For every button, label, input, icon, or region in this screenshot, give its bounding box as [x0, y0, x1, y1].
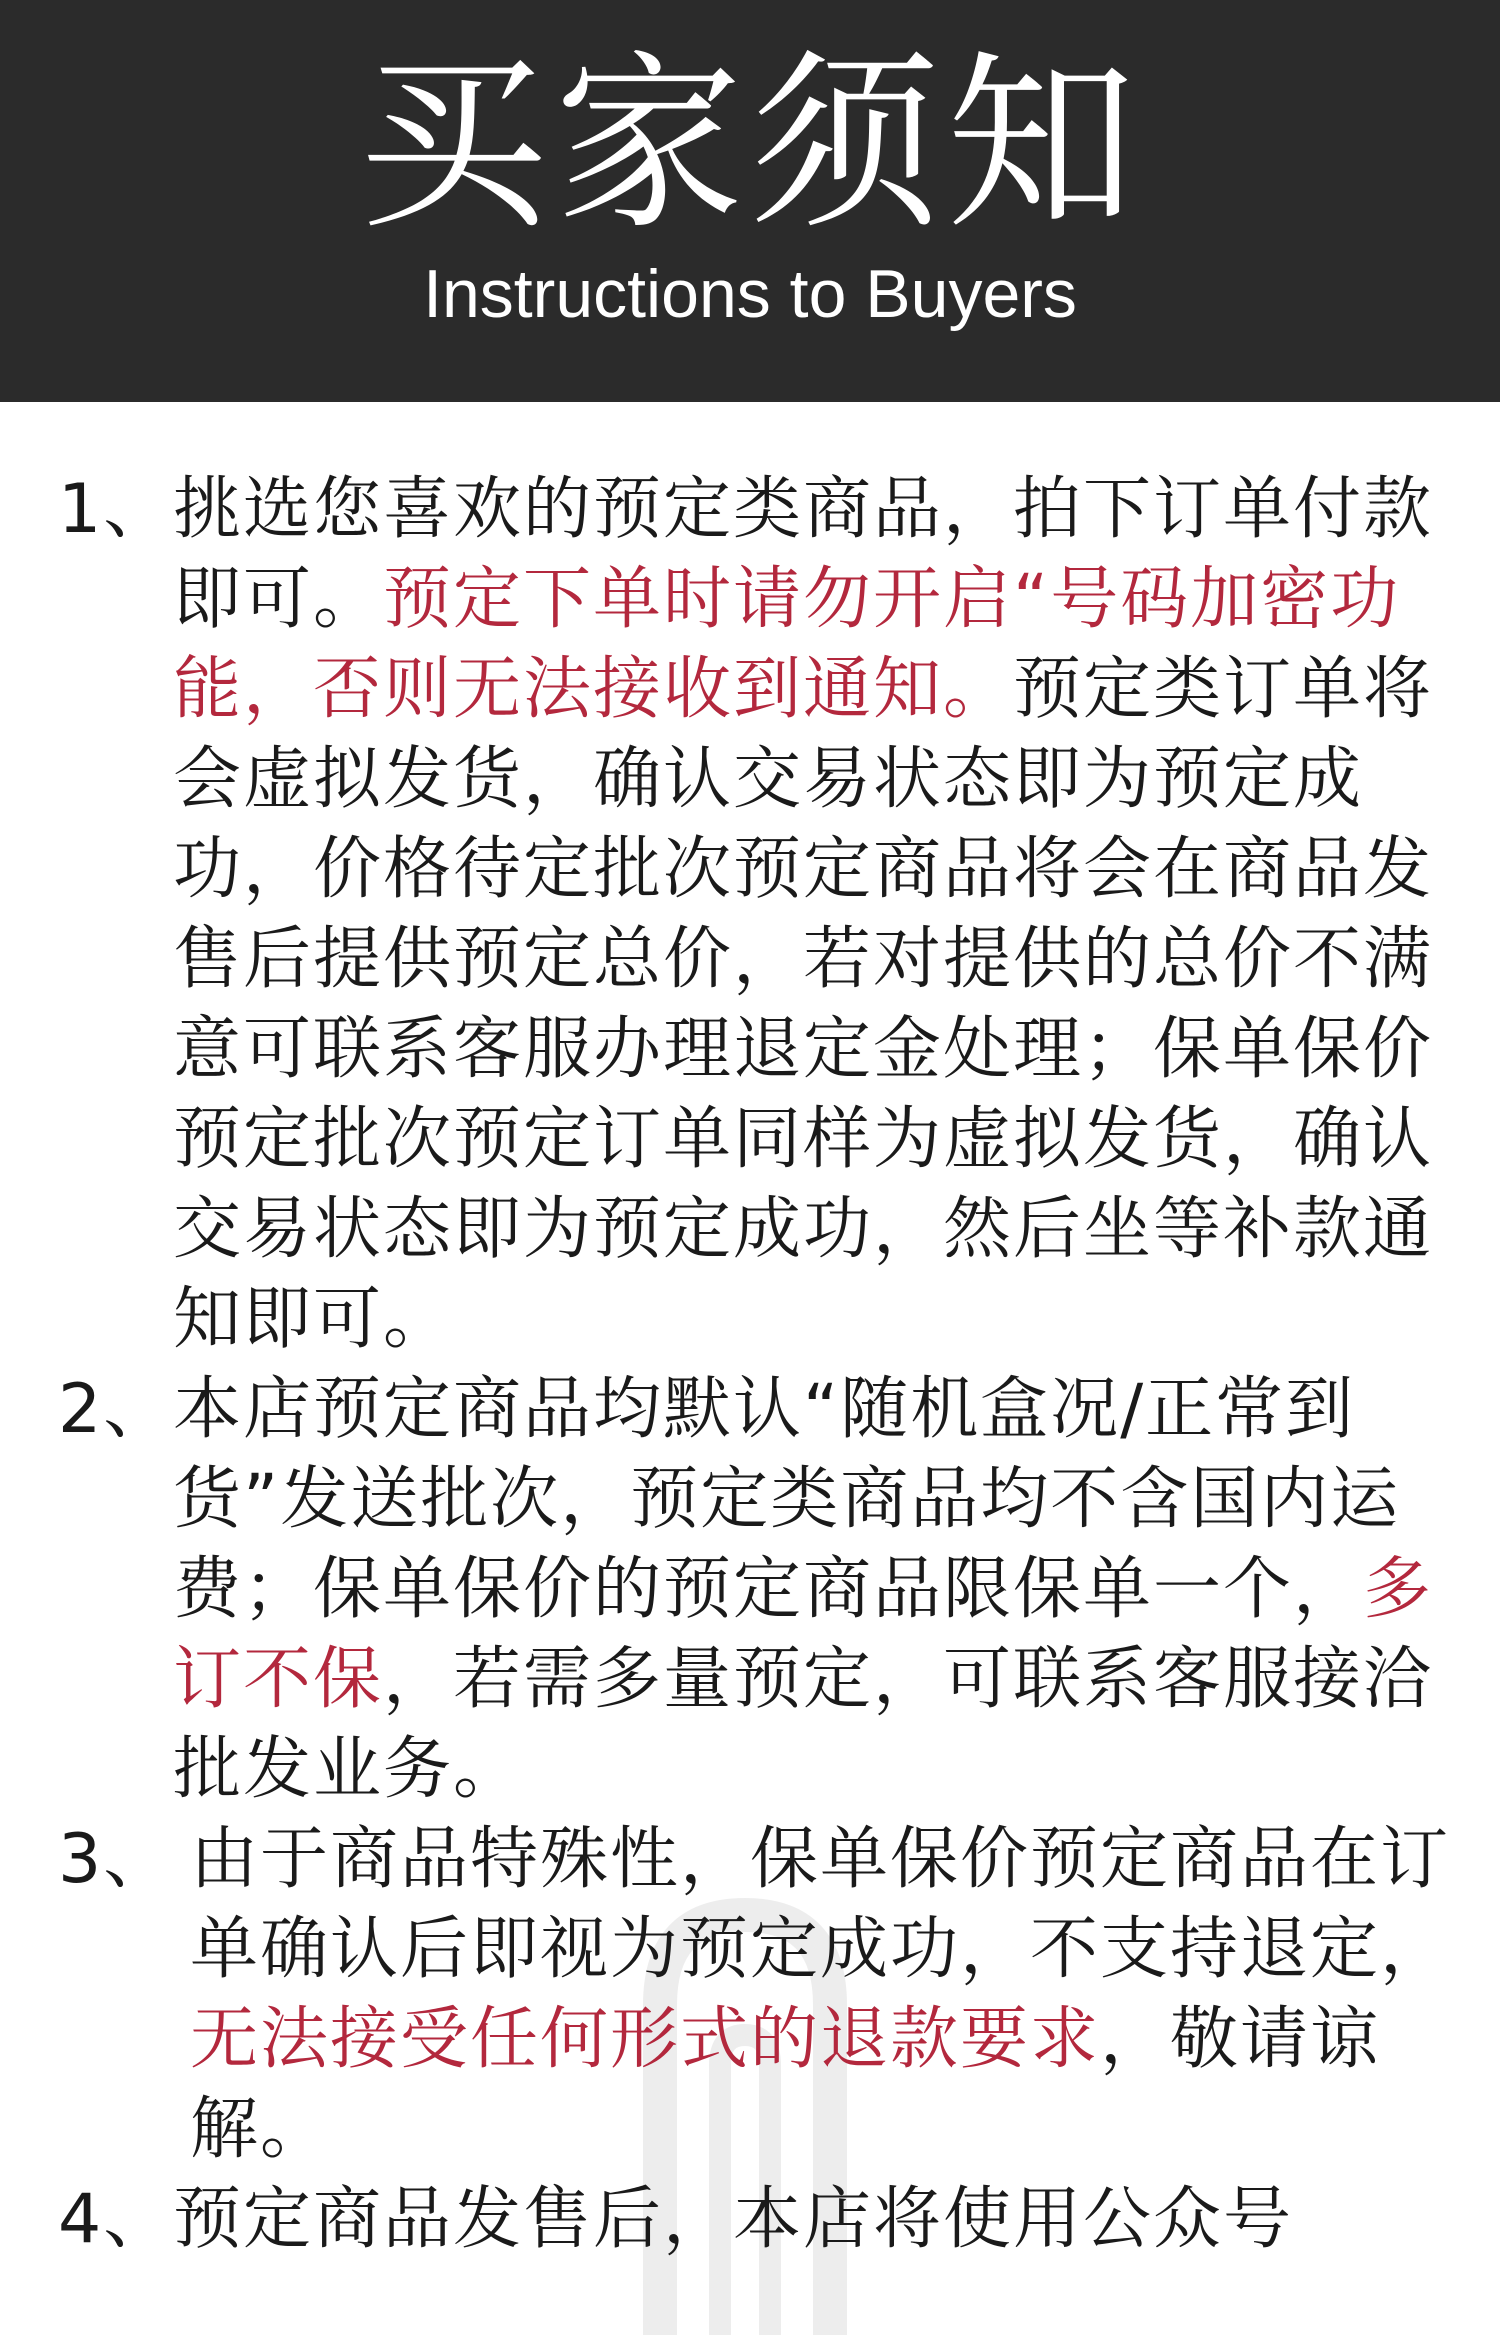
- item-text: 由于商品特殊性，保单保价预定商品在订单确认后即视为预定成功，不支持退定，: [190, 1820, 1451, 1989]
- item-number: 2、: [58, 1370, 174, 1449]
- item-text: ，若需多量预定，可联系客服接洽批发业务。: [173, 1640, 1434, 1809]
- item-text: 本店预定商品均默认“随机盒况/正常到货”发送批次，预定类商品均不含国内运费；保单保价的预定商品限保单一个，: [173, 1370, 1401, 1629]
- list-item: [58, 1815, 1458, 2175]
- item-text: 挑选您喜欢的预定类商品，拍下订单付款即可。: [173, 470, 1434, 639]
- list-item: [58, 465, 1458, 1365]
- item-number: 1、: [58, 470, 174, 549]
- item-warning-text: 多订不保: [173, 1550, 1434, 1719]
- item-warning-text: 无法接受任何形式的退款要求: [190, 2000, 1101, 2079]
- item-warning-text: 预定下单时请勿开启“号码加密功能，否则无法接收到通知。: [173, 560, 1401, 729]
- page-title: 买家须知: [357, 34, 1142, 255]
- item-text: 预定类订单将会虚拟发货，确认交易状态即为预定成功，价格待定批次预定商品将会在商品发售后提供预定总价，若对提供的总价不满意可联系客服办理退定金处理；保单保价预定批次预定订单同样为虚拟发货，确认交易状态即为预定成功，然后坐等补款通知即可。: [173, 650, 1434, 1359]
- item-text: 预定商品发售后，本店将使用公众号: [173, 2180, 1294, 2259]
- page-subtitle: Instructions to Buyers: [423, 256, 1077, 332]
- header-banner: [0, 0, 1500, 402]
- item-number: 3、: [58, 1820, 174, 1899]
- instructions-list: [58, 465, 1458, 2265]
- list-item: [58, 2175, 1458, 2265]
- list-item: [58, 1365, 1458, 1815]
- item-text: ，敬请谅解。: [190, 2000, 1381, 2169]
- item-number: 4、: [58, 2180, 174, 2259]
